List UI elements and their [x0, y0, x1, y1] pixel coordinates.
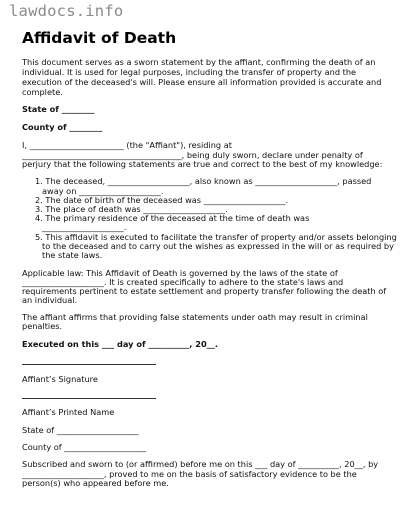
statement-1-cont: away on ____________________.: [42, 186, 164, 196]
notary-line: Subscribed and sworn to (or affirmed) before me on this ___ day of __________, 20__, by: [22, 459, 379, 469]
penalty-line: penalties.: [22, 321, 63, 331]
notary-line: ____________________, proved to me on the basis of satisfactory evidence to be the: [22, 469, 357, 479]
declaration-line: I, _______________________ (the "Affiant"), residing at: [22, 140, 232, 150]
intro-line: execution of the deceased's will. Please ensure all information provided is accurate and: [22, 77, 382, 87]
statement-2: 2. The date of birth of the deceased was ____________________.: [35, 195, 289, 205]
statement-5-cont: to the deceased and to carry out the wishes as expressed in the will or as required by: [42, 241, 394, 251]
affiant-printed-name-label: Affiant’s Printed Name: [22, 407, 115, 417]
statement-3: 3. The place of death was ____________________.: [35, 204, 228, 214]
page-title: Affidavit of Death: [22, 29, 177, 47]
statement-4-cont: ____________________.: [42, 222, 127, 232]
county-field: County of ________: [22, 122, 103, 132]
declaration-line: perjury that the following statements are true and correct to the best of my knowledge:: [22, 159, 383, 169]
law-line: an individual.: [22, 295, 78, 305]
notary-line: person(s) who appeared before me.: [22, 478, 169, 488]
intro-line: individual. It is used for legal purposes, including the transfer of property and the: [22, 67, 357, 77]
executed-date-line: Executed on this ___ day of __________, 20__.: [22, 339, 218, 349]
watermark: lawdocs.info: [9, 2, 124, 20]
law-line: Applicable law: This Affidavit of Death is governed by the laws of the state of: [22, 268, 338, 278]
statement-5: 5. This affidavit is executed to facilitate the transfer of property and/or assets belonging: [35, 232, 397, 242]
law-line: requirements pertinent to estate settlement and property transfer following the death of: [22, 286, 387, 296]
statement-4: 4. The primary residence of the deceased at the time of death was: [35, 213, 310, 223]
notary-state-field: State of ____________________: [22, 425, 139, 435]
state-field: State of ________: [22, 104, 95, 114]
intro-line: This document serves as a sworn statement by the affiant, confirming the death of an: [22, 57, 376, 67]
declaration-line: _______________________________________, being duly sworn, declare under penalty of: [22, 150, 363, 160]
statement-1: 1. The deceased, ____________________, also known as ____________________, passed: [35, 176, 372, 186]
intro-line: complete.: [22, 87, 63, 97]
affiant-printed-name-line: [22, 398, 156, 399]
affiant-signature-line: [22, 364, 156, 365]
statement-5-cont: the state laws.: [42, 250, 103, 260]
notary-county-field: County of ____________________: [22, 442, 147, 452]
affiant-signature-label: Affiant’s Signature: [22, 374, 98, 384]
law-line: ____________________. It is created specifically to adhere to the state's laws and: [22, 277, 344, 287]
penalty-line: The affiant affirms that providing false statements under oath may result in criminal: [22, 312, 368, 322]
